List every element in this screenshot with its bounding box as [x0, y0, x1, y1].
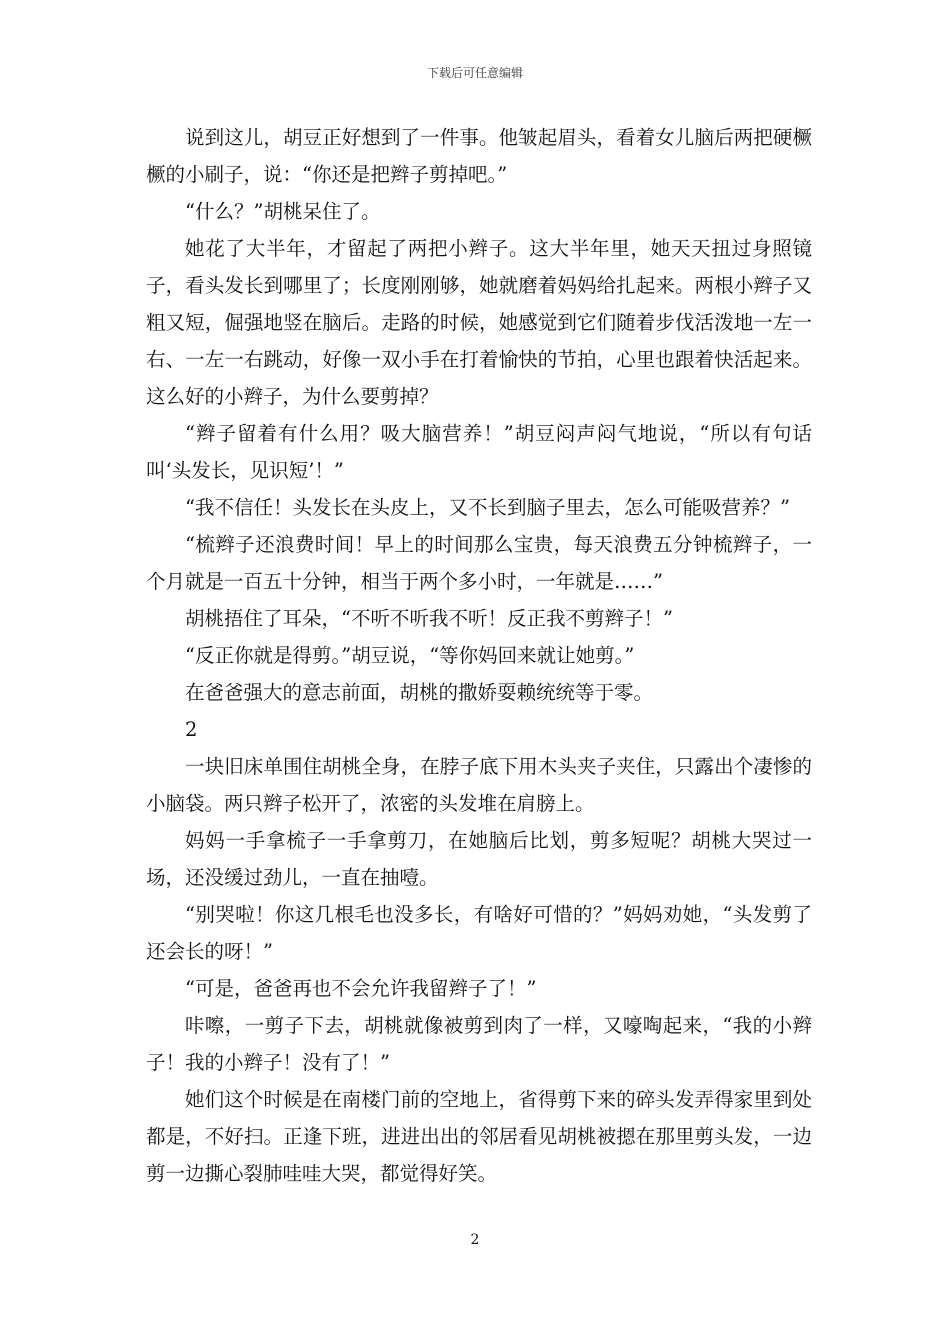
page-header: 下载后可任意编辑	[426, 66, 523, 80]
paragraph: 咔嚓，一剪子下去，胡桃就像被剪到肉了一样，又嚎啕起来，“我的小辫子！我的小辫子！没有了！”	[146, 1014, 812, 1074]
paragraph: “什么？”胡桃呆住了。	[185, 200, 381, 223]
paragraph: “别哭啦！你这几根毛也没多长，有啥好可惜的？”妈妈劝她，“头发剪了还会长的呀！”	[146, 903, 812, 963]
paragraph: 一块旧床单围住胡桃全身，在脖子底下用木头夹子夹住，只露出个凄惨的小脑袋。两只辫子松开了，浓密的头发堆在肩膀上。	[146, 755, 812, 815]
paragraph: “梳辫子还浪费时间！早上的时间那么宝贵，每天浪费五分钟梳辫子，一个月就是一百五十分钟，相当于两个多小时，一年就是……”	[146, 533, 812, 593]
paragraph: 她花了大半年，才留起了两把小辫子。这大半年里，她天天扭过身照镜子，看头发长到哪里了；长度刚刚够，她就磨着妈妈给扎起来。两根小辫子又粗又短，倔强地竖在脑后。走路的时候，她感觉到它们随着步伐活泼地一左一右、一左一右跳动，好像一双小手在打着愉快的节拍，心里也跟着快活起来。这么好的小辫子，为什么要剪掉？	[146, 237, 812, 408]
paragraph: 她们这个时候是在南楼门前的空地上，省得剪下来的碎头发弄得家里到处都是，不好扫。正逢下班，进进出出的邻居看见胡桃被摁在那里剪头发，一边剪一边撕心裂肺哇哇大哭，都觉得好笑。	[146, 1088, 812, 1185]
paragraph: 妈妈一手拿梳子一手拿剪刀，在她脑后比划，剪多短呢？胡桃大哭过一场，还没缓过劲儿，一直在抽噎。	[146, 829, 812, 889]
paragraph: “辫子留着有什么用？吸大脑营养！”胡豆闷声闷气地说，“所以有句话叫‘头发长，见识短’！”	[146, 422, 812, 482]
paragraph: 在爸爸强大的意志前面，胡桃的撒娇耍赖统统等于零。	[185, 681, 654, 704]
paragraph: 胡桃捂住了耳朵，“不听不听我不听！反正我不剪辫子！”	[185, 607, 673, 630]
page-number: 2	[470, 1232, 480, 1248]
paragraph: “我不信任！头发长在头皮上，又不长到脑子里去，怎么可能吸营养？”	[185, 496, 790, 519]
document-body	[146, 119, 812, 1192]
paragraph: “可是，爸爸再也不会允许我留辫子了！”	[185, 977, 537, 1000]
paragraph: “反正你就是得剪。”胡豆说，“等你妈回来就让她剪。”	[185, 644, 635, 667]
paragraph: 说到这儿，胡豆正好想到了一件事。他皱起眉头，看着女儿脑后两把硬橛橛的小刷子，说：“你还是把辫子剪掉吧。”	[146, 126, 812, 186]
section-number: 2	[185, 718, 198, 741]
